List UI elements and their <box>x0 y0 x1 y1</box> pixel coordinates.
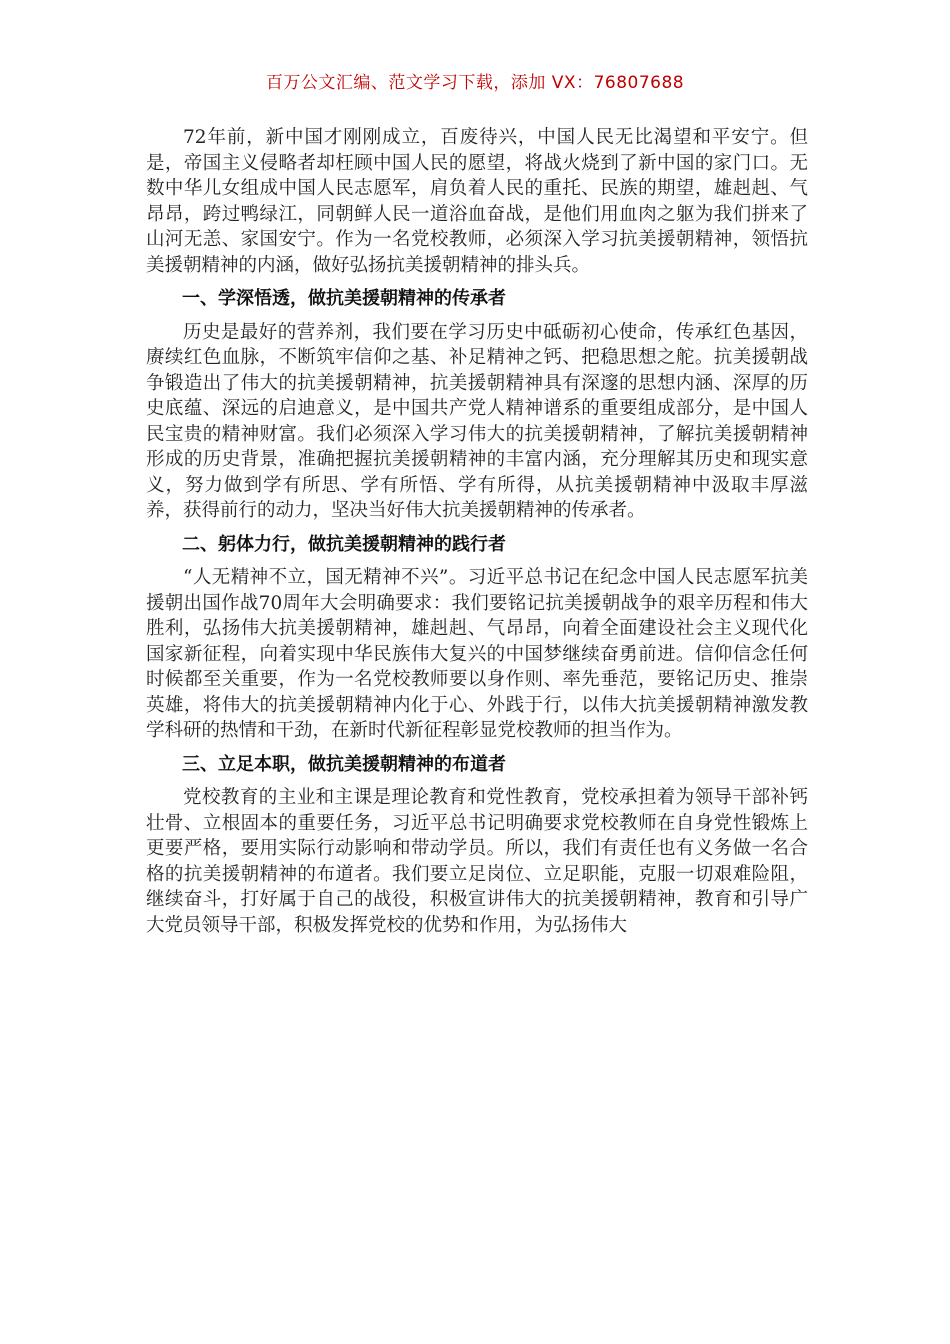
section-1-paragraph: 历史是最好的营养剂，我们要在学习历史中砥砺初心使命，传承红色基因，赓续红色血脉，不断筑牢信仰之基、补足精神之钙、把稳思想之舵。抗美援朝战争锻造出了伟大的抗美援朝精神，抗美援朝精神具有深邃的思想内涵、深厚的历史底蕴、深远的启迪意义，是中国共产党人精神谱系的重要组成部分，是中国人民宝贵的精神财富。我们必须深入学习伟大的抗美援朝精神，了解抗美援朝精神形成的历史背景，准确把握抗美援朝精神的丰富内涵，充分理解其历史和现实意义，努力做到学有所思、学有所悟、学有所得，从抗美援朝精神中汲取丰厚滋养，获得前行的动力，坚决当好伟大抗美援朝精神的传承者。 <box>146 321 808 521</box>
article-body <box>146 125 808 938</box>
header-banner: 百万公文汇编、范文学习下载，添加 VX：76807688 <box>265 73 685 93</box>
section-1-heading: 一、学深悟透，做抗美援朝精神的传承者 <box>182 288 506 309</box>
section-2-heading: 二、躬体力行，做抗美援朝精神的践行者 <box>182 533 506 555</box>
section-3-heading: 三、立足本职，做抗美援朝精神的布道者 <box>182 753 506 775</box>
section-2-paragraph: “人无精神不立，国无精神不兴”。习近平总书记在纪念中国人民志愿军抗美援朝出国作战70周年大会明确要求：我们要铭记抗美援朝战争的艰辛历程和伟大胜利，弘扬伟大抗美援朝精神，雄赳赳、气昂昂，向着全面建设社会主义现代化国家新征程，向着实现中华民族伟大复兴的中国梦继续奋勇前进。信仰信念任何时候都至关重要，作为一名党校教师要以身作则、率先垂范，要铭记历史、推崇英雄，将伟大的抗美援朝精神内化于心、外践于行，以伟大抗美援朝精神激发教学科研的热情和干劲，在新时代新征程彰显党校教师的担当作为。 <box>146 567 808 741</box>
intro-paragraph: 72年前，新中国才刚刚成立，百废待兴，中国人民无比渴望和平安宁。但是，帝国主义侵略者却枉顾中国人民的愿望，将战火烧到了新中国的家门口。无数中华儿女组成中国人民志愿军，肩负着人民的重托、民族的期望，雄赳赳、气昂昂，跨过鸭绿江，同朝鲜人民一道浴血奋战，是他们用血肉之躯为我们拼来了山河无恙、家国安宁。作为一名党校教师，必须深入学习抗美援朝精神，领悟抗美援朝精神的内涵，做好弘扬抗美援朝精神的排头兵。 <box>146 127 808 276</box>
section-3-paragraph: 党校教育的主业和主课是理论教育和党性教育，党校承担着为领导干部补钙壮骨、立根固本的重要任务，习近平总书记明确要求党校教师在自身党性锻炼上更要严格，要用实际行动影响和带动学员。所以，我们有责任也有义务做一名合格的抗美援朝精神的布道者。我们要立足岗位、立足职能，克服一切艰难险阻，继续奋斗，打好属于自己的战役，积极宣讲伟大的抗美援朝精神，教育和引导广大党员领导干部，积极发挥党校的优势和作用，为弘扬伟大 <box>146 787 808 936</box>
